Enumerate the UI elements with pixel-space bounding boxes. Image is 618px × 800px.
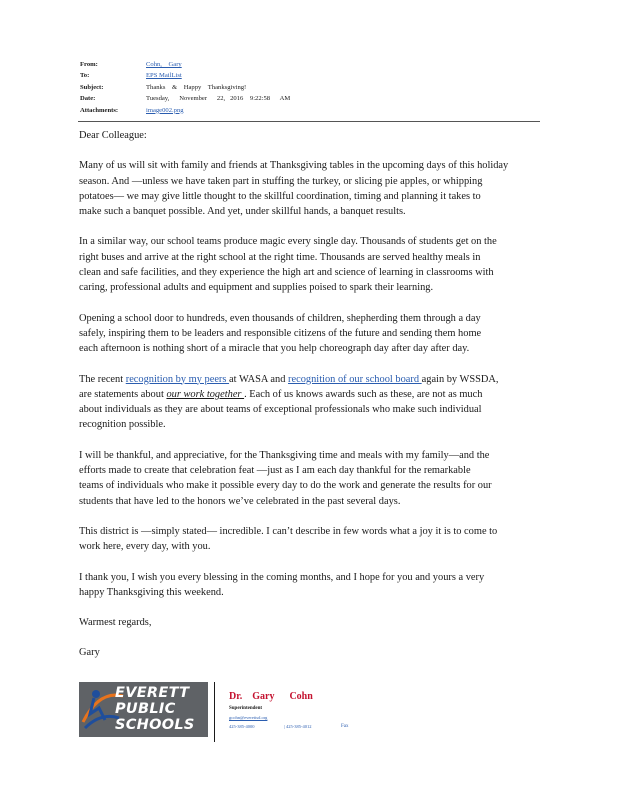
attachments-label: Attachments: (80, 106, 119, 114)
p4-text: at WASA and (229, 373, 289, 385)
p5-line: efforts made to create that celebration feat —just as I am each day thankful for the remarkable (79, 465, 471, 477)
attachments-row (80, 107, 540, 118)
p1-line: Many of us will sit with family and friends at Thanksgiving tables in the upcoming days of this holiday (79, 160, 509, 172)
p7-line: happy Thanksgiving this weekend. (79, 586, 224, 598)
logo-line: EVERETT (115, 685, 190, 701)
p4-text: are statements about (79, 388, 167, 400)
p1-line: potatoes— we may give little thought to the skillful coordination, timing and planning it takes to (79, 190, 481, 202)
letter-body (79, 128, 549, 661)
our-work-together-emphasis: our work together (166, 388, 245, 400)
attachment-link[interactable]: image002.png (146, 106, 184, 114)
peers-recognition-link[interactable]: recognition by my peers (125, 373, 230, 385)
subject-row (80, 84, 540, 95)
logo-line: SCHOOLS (115, 717, 195, 733)
p1-line: make such a banquet possible. And yet, under skillful hands, a banquet results. (79, 206, 406, 218)
p6-line: work here, every day, with you. (79, 541, 211, 553)
p7-line: I thank you, I wish you every blessing in the coming months, and I hope for you and yours a very (79, 571, 485, 583)
subject-label: Subject: (80, 83, 104, 91)
school-board-recognition-link[interactable]: recognition of our school board (288, 373, 422, 385)
p4-line (79, 387, 549, 402)
p2-line: right buses and arrive at the right school at the right time. Thousands are served healthy meals in (79, 251, 481, 263)
signature-title: Superintendent (229, 706, 263, 711)
p5-line: students that have led to the honors we’ve celebrated in the past several days. (79, 495, 401, 507)
subject-value: Thanks & Happy Thanksgiving! (146, 83, 247, 91)
p2-line: clean and safe facilities, and they experience the high art and science of learning in classrooms with (79, 267, 494, 279)
p4-line (79, 372, 549, 387)
date-row (80, 95, 540, 106)
p4-line: recognition possible. (79, 419, 166, 431)
signature-phone-1: 425-385-4000 (229, 724, 255, 729)
p3-line: each afternoon is nothing short of a miracle that you help choreograph day after day after day. (79, 343, 470, 355)
to-row (80, 72, 540, 83)
signature-name: Dr. Gary Cohn (229, 691, 313, 702)
date-value: Tuesday, November 22, 2016 9:22:58 AM (146, 95, 291, 103)
salutation: Dear Colleague: (79, 130, 147, 141)
p5-line: teams of individuals who make it possible every day to do the work and generate the results for our (79, 480, 492, 492)
p2-line: In a similar way, our school teams produce magic every single day. Thousands of students get on the (79, 236, 497, 248)
p3-line: safely, inspiring them to be leaders and responsible citizens of the future and sending them home (79, 327, 482, 339)
to-label: To: (80, 72, 90, 80)
p6-line: This district is —simply stated— incredible. I can’t describe in few words what a joy it is to come to (79, 525, 498, 537)
signature-fax-label: Fax (341, 724, 349, 729)
to-value[interactable]: EPS MailList (146, 72, 182, 80)
closing: Warmest regards, (79, 617, 152, 629)
from-value[interactable]: Cohn, Gary (146, 61, 182, 68)
from-row (80, 61, 540, 72)
logo-line: PUBLIC (115, 701, 176, 717)
logo-wordmark (115, 685, 195, 733)
p4-line: about individuals as they are about teams of exceptional professionals who make such individual (79, 404, 482, 416)
p4-text: again by WSSDA, (421, 373, 499, 385)
p1-line: season. And —unless we have taken part in stuffing the turkey, or slicing pie apples, or whipping (79, 175, 483, 187)
p4-text: The recent (79, 373, 126, 385)
header-divider (78, 121, 540, 122)
signature-email-link[interactable]: gcohn@everettsd.org (229, 715, 268, 720)
p3-line: Opening a school door to hundreds, even thousands of children, shepherding them through a day (79, 312, 481, 324)
signature-divider (214, 682, 215, 742)
signature-phone-2: | 425-385-4012 (284, 724, 312, 729)
p2-line: caring, professional adults and equipment and supplies poised to spark their learning. (79, 282, 434, 294)
email-signature (79, 682, 379, 742)
p4-text: . Each of us knows awards such as these, are not as much (244, 388, 483, 400)
everett-public-schools-logo (79, 682, 208, 737)
from-label: From: (80, 61, 98, 68)
signoff: Gary (79, 647, 100, 659)
email-header (80, 61, 540, 118)
date-label: Date: (80, 95, 96, 103)
p5-line: I will be thankful, and appreciative, for the Thanksgiving time and meals with my family—and the (79, 449, 490, 461)
